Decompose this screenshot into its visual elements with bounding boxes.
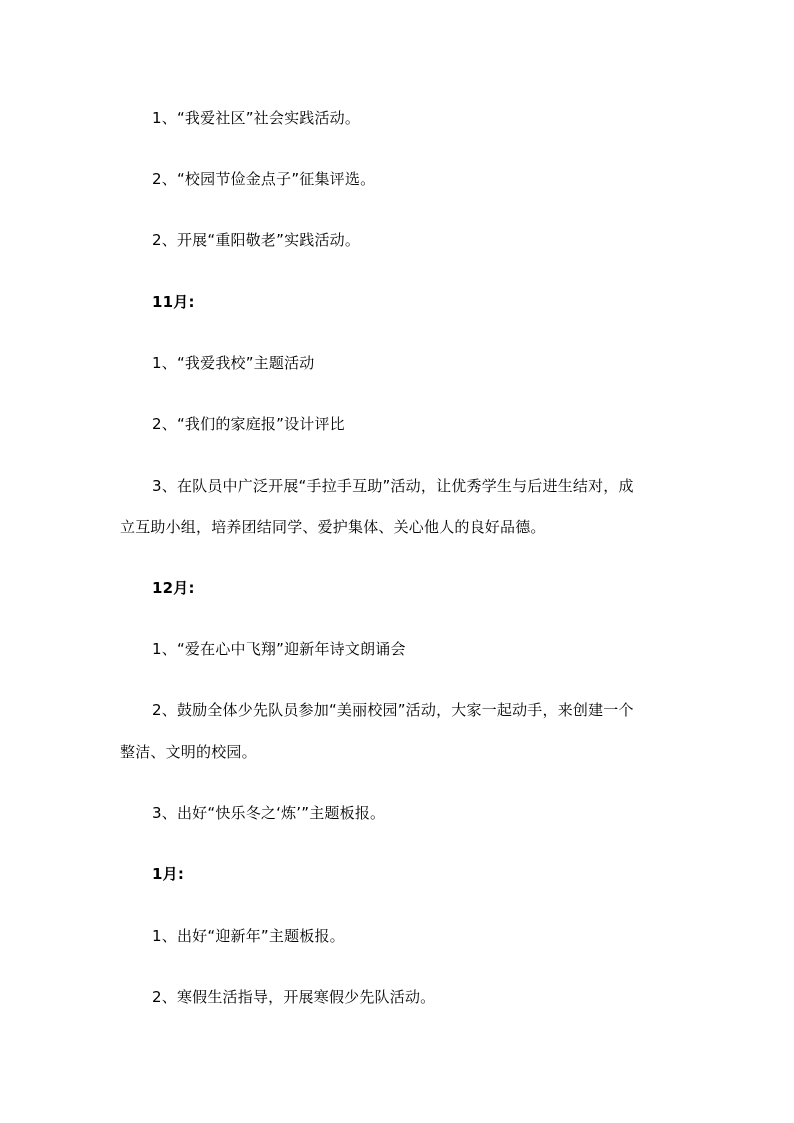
paragraph-thrift-ideas: 2、“校园节俭金点子”征集评选。	[152, 170, 376, 188]
paragraph-mutual-help-line1: 3、在队员中广泛开展“手拉手互助”活动，让优秀学生与后进生结对，成	[152, 477, 634, 495]
paragraph-winter-board: 3、出好“快乐冬之‘炼’”主题板报。	[152, 804, 386, 822]
section-heading-january: 1月:	[152, 865, 185, 883]
paragraph-poetry-recital: 1、“爱在心中飞翔”迎新年诗文朗诵会	[152, 640, 406, 658]
paragraph-love-school: 1、“我爱我校”主题活动	[152, 354, 315, 372]
paragraph-winter-vacation: 2、寒假生活指导，开展寒假少先队活动。	[152, 988, 436, 1006]
section-heading-november: 11月:	[152, 293, 195, 311]
paragraph-beautiful-campus-line1: 2、鼓励全体少先队员参加“美丽校园”活动，大家一起动手，来创建一个	[152, 701, 634, 719]
paragraph-new-year-board: 1、出好“迎新年”主题板报。	[152, 927, 345, 945]
paragraph-elderly-respect: 2、开展“重阳敬老”实践活动。	[152, 231, 361, 249]
section-heading-december: 12月:	[152, 579, 195, 597]
paragraph-community-activity: 1、“我爱社区”社会实践活动。	[152, 109, 361, 127]
paragraph-beautiful-campus-line2: 整洁、文明的校园。	[120, 743, 257, 761]
paragraph-mutual-help-line2: 立互助小组，培养团结同学、爱护集体、关心他人的良好品德。	[120, 518, 546, 536]
paragraph-family-newspaper: 2、“我们的家庭报”设计评比	[152, 415, 345, 433]
